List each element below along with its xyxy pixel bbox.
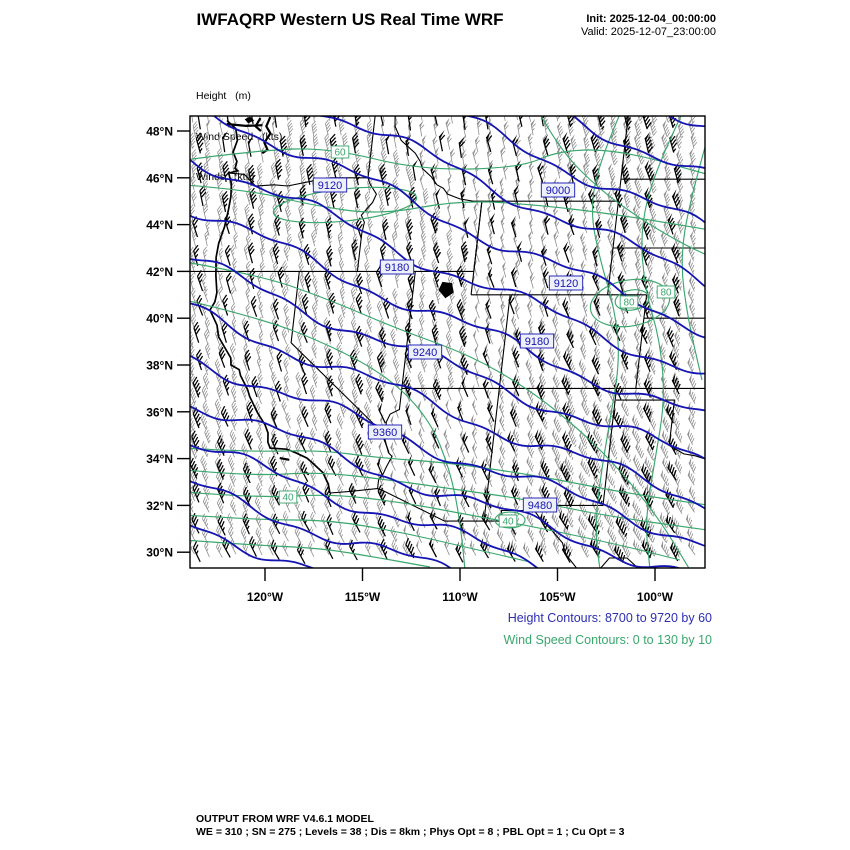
lat-tick-label: 32°N <box>146 498 173 513</box>
lat-tick-label: 36°N <box>146 405 173 420</box>
height-contour-label: 9000 <box>545 185 571 197</box>
state-boundaries <box>167 108 778 583</box>
lat-tick-label: 38°N <box>146 358 173 373</box>
height-contour-label: 9480 <box>527 500 553 512</box>
windspeed-contour-caption: Wind Speed Contours: 0 to 130 by 10 <box>503 633 712 647</box>
height-contour-label: 9120 <box>317 180 343 192</box>
windspeed-contour-label: 80 <box>623 297 635 309</box>
windspeed-contour-label: 40 <box>282 492 294 504</box>
legend-wind-speed: Wind Speed (kts) <box>196 130 283 143</box>
lon-tick-label: 100°W <box>636 590 674 604</box>
height-contour-label: 9120 <box>553 278 579 290</box>
lat-tick-label: 46°N <box>146 171 173 186</box>
lat-tick-label: 42°N <box>146 264 173 279</box>
height-contour-caption: Height Contours: 8700 to 9720 by 60 <box>507 611 712 625</box>
windspeed-contour-label: 60 <box>334 147 346 159</box>
map-canvas <box>122 73 796 621</box>
lat-tick-label: 30°N <box>146 545 173 560</box>
windspeed-contour-label: 80 <box>660 287 672 299</box>
lon-tick-label: 120°W <box>246 590 284 604</box>
model-footer <box>196 813 624 839</box>
page-title: IWFAQRP Western US Real Time WRF <box>196 10 504 29</box>
height-contour-label: 9180 <box>384 262 410 274</box>
valid-time: Valid: 2025-12-07_23:00:00 <box>581 26 716 38</box>
footer-params: WE = 310 ; SN = 275 ; Levels = 38 ; Dis = 8km ; Phys Opt = 8 ; PBL Opt = 1 ; Cu Opt = 3 <box>196 826 625 838</box>
lat-tick-label: 34°N <box>146 452 173 467</box>
init-time: Init: 2025-12-04_00:00:00 <box>586 13 716 25</box>
lon-tick-label: 115°W <box>344 590 381 604</box>
height-contour-label: 9360 <box>372 427 398 439</box>
lat-tick-label: 44°N <box>146 218 173 233</box>
lat-tick-label: 40°N <box>146 311 173 326</box>
footer-model: OUTPUT FROM WRF V4.6.1 MODEL <box>196 813 374 825</box>
wind-speed-contours <box>185 114 710 570</box>
windspeed-contour-label: 40 <box>502 516 514 528</box>
lon-tick-label: 110°W <box>442 590 478 604</box>
lat-tick-label: 48°N <box>146 124 173 139</box>
lon-tick-label: 105°W <box>539 590 576 604</box>
height-contour-label: 9240 <box>412 347 438 359</box>
height-contour-label: 9180 <box>524 336 550 348</box>
legend-winds: Winds (kts) <box>196 171 255 183</box>
legend-height: Height (m) <box>196 90 251 102</box>
